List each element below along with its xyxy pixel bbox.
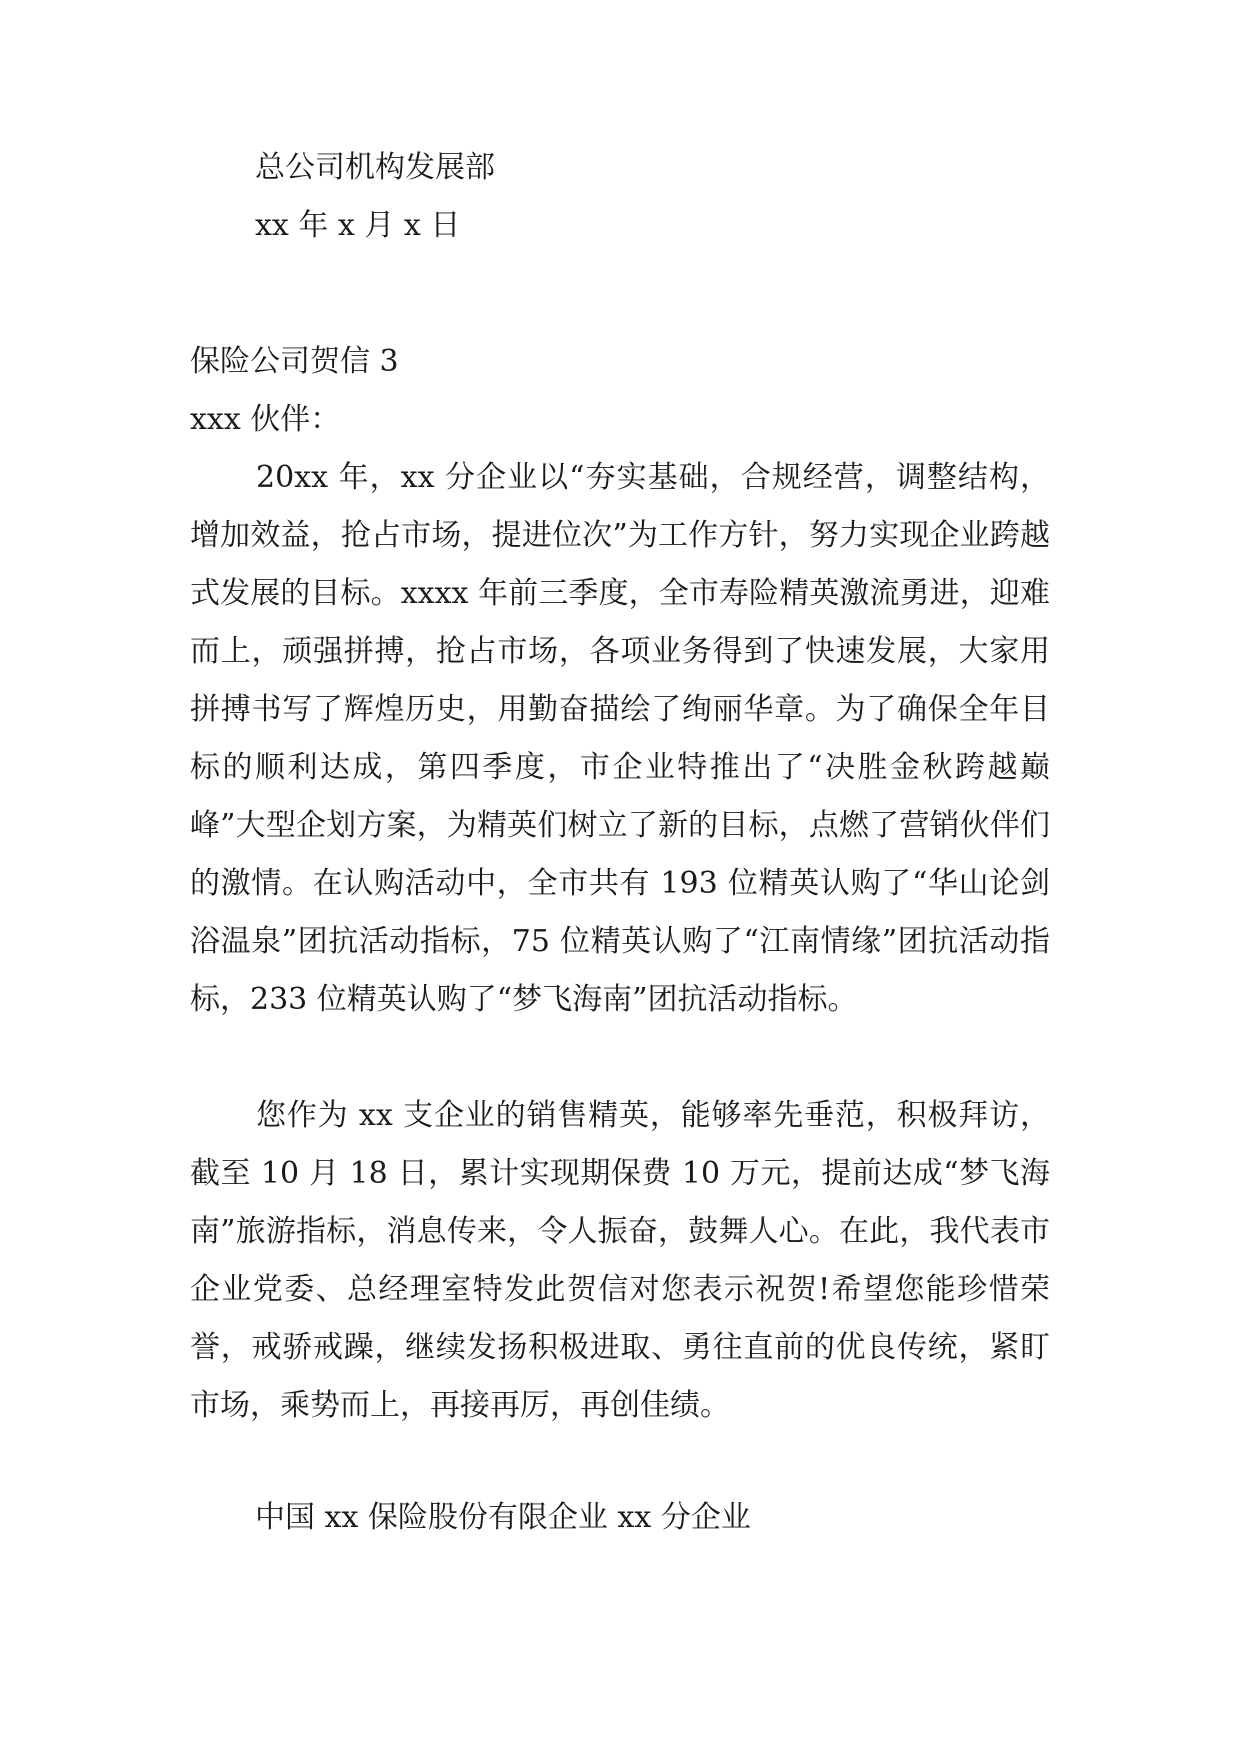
letter-paragraph-2: 您作为 xx 支企业的销售精英，能够率先垂范，积极拜访，截至 10 月 18 日，累计实现期保费 10 万元，提前达成“梦飞海南”旅游指标，消息传来，令人振奋，鼓舞人心。在此，我代表市企业党委、总经理室特发此贺信对您表示祝贺!希望您能珍惜荣誉，戒骄戒躁，继续发扬积极进取、勇往直前的优良传统，紧盯市场，乘势而上，再接再厉，再创佳绩。 — [190, 1098, 1050, 1423]
signature-date: xx 年 x 月 x 日 — [255, 208, 461, 243]
letter-greeting: xxx 伙伴： — [190, 402, 341, 437]
letter-title: 保险公司贺信 3 — [190, 344, 399, 379]
letter-closing-organization: 中国 xx 保险股份有限企业 xx 分企业 — [255, 1500, 751, 1535]
letter-paragraph-1: 20xx 年，xx 分企业以“夯实基础，合规经营，调整结构，增加效益，抢占市场，提进位次”为工作方针，努力实现企业跨越式发展的目标。xxxx 年前三季度，全市寿险精英激流勇进，迎难而上，顽强拼搏，抢占市场，各项业务得到了快速发展，大家用拼搏书写了辉煌历史，用勤奋描绘了绚丽华章。为了确保全年目标的顺利达成，第四季度，市企业特推出了“决胜金秋跨越巅峰”大型企划方案，为精英们树立了新的目标，点燃了营销伙伴们的激情。在认购活动中，全市共有 193 位精英认购了“华山论剑浴温泉”团抗活动指标，75 位精英认购了“江南情缘”团抗活动指标，233 位精英认购了“梦飞海南”团抗活动指标。 — [190, 460, 1050, 1017]
department-signature: 总公司机构发展部 — [255, 150, 495, 185]
